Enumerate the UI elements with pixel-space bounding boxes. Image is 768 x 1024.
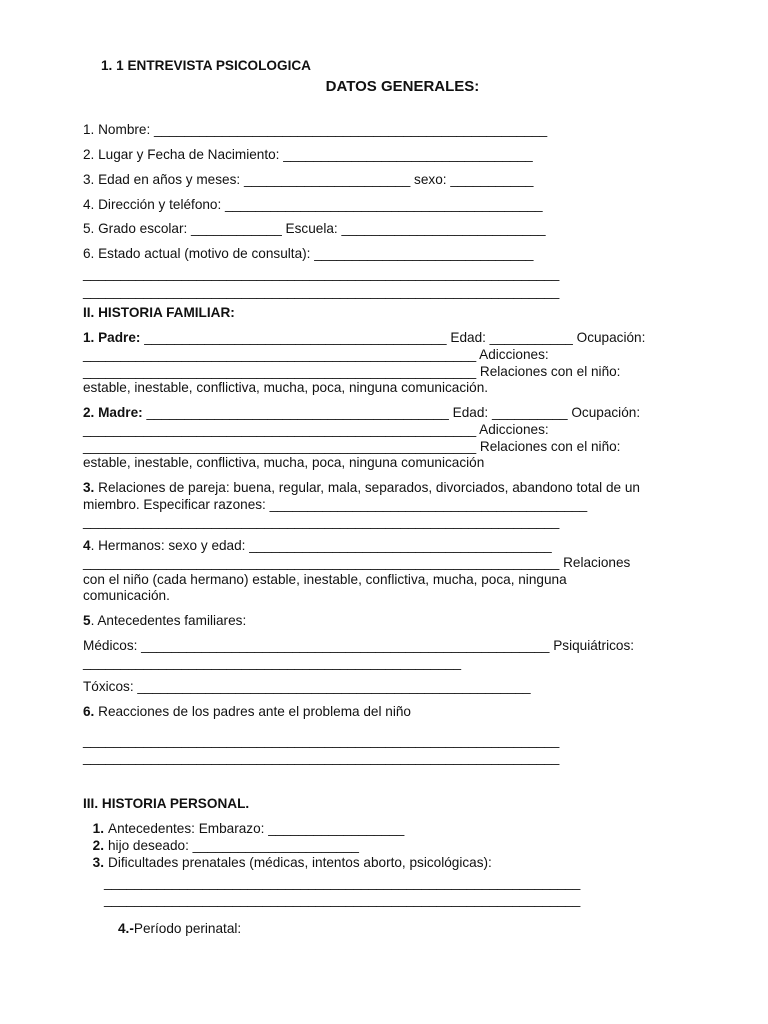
section-heading-historia-personal: III. HISTORIA PERSONAL. <box>83 796 250 811</box>
blank-line: _______________________________________________________________ <box>104 892 581 907</box>
field-medicos: Médicos: ______________________________________________________ Psiquiátricos: <box>83 638 635 653</box>
hermanos-line-3: con el niño (cada hermano) estable, inestable, conflictiva, mucha, poca, ninguna <box>83 572 567 587</box>
antecedentes-line <box>83 613 246 629</box>
field-nombre: 1. Nombre: ____________________________________________________ <box>83 122 548 137</box>
madre-fields: ________________________________________ Edad: __________ Ocupación: <box>142 405 641 420</box>
padre-line-3: ____________________________________________________ Relaciones con el niño: <box>83 364 621 379</box>
list-item <box>86 821 404 837</box>
hermanos-text: . Hermanos: sexo y edad: ________________________________________ <box>90 538 552 553</box>
list-item <box>86 855 492 871</box>
hermanos-line-2: _______________________________________________________________ Relaciones <box>83 555 631 570</box>
pareja-text: Relaciones de pareja: buena, regular, mala, separados, divorciados, abandono total de un <box>94 480 640 495</box>
madre-line-1 <box>83 405 640 421</box>
perinatal-line <box>118 921 241 937</box>
reacciones-text: Reacciones de los padres ante el problema del niño <box>94 704 411 719</box>
blank-line: _______________________________________________________________ <box>83 733 560 748</box>
padre-label: 1. Padre: <box>83 330 141 345</box>
perinatal-num: 4.- <box>118 921 134 936</box>
perinatal-text: Período perinatal: <box>133 921 242 936</box>
field-grado-escuela: 5. Grado escolar: ____________ Escuela: ___________________________ <box>83 221 546 236</box>
madre-line-3: ____________________________________________________ Relaciones con el niño: <box>83 439 621 454</box>
antecedentes-text: . Antecedentes familiares: <box>90 613 247 628</box>
pareja-line-3: _______________________________________________________________ <box>83 514 560 529</box>
list-item-num: 1. <box>92 821 104 836</box>
blank-line: _______________________________________________________________ <box>83 266 560 281</box>
section-heading-historia-familiar: II. HISTORIA FAMILIAR: <box>83 305 235 320</box>
pareja-line-1 <box>83 480 640 496</box>
madre-line-4: estable, inestable, conflictiva, mucha, poca, ninguna comunicación <box>83 455 485 470</box>
field-edad-sexo: 3. Edad en años y meses: ______________________ sexo: ___________ <box>83 172 534 187</box>
hermanos-num: 4 <box>83 538 91 553</box>
field-estado-actual: 6. Estado actual (motivo de consulta): _____________________________ <box>83 246 534 261</box>
padre-line-1 <box>83 330 645 346</box>
field-lugar-fecha: 2. Lugar y Fecha de Nacimiento: _________________________________ <box>83 147 533 162</box>
field-medicos-blank: __________________________________________________ <box>83 655 462 670</box>
reacciones-line <box>83 704 411 720</box>
pareja-num: 3. <box>83 480 95 495</box>
hermanos-line-1 <box>83 538 552 554</box>
padre-line-2: ____________________________________________________ Adicciones: <box>83 347 549 362</box>
madre-line-2: ____________________________________________________ Adicciones: <box>83 422 549 437</box>
field-toxicos: Tóxicos: ____________________________________________________ <box>83 679 531 694</box>
pareja-line-2: miembro. Especificar razones: __________________________________________ <box>83 497 588 512</box>
reacciones-num: 6. <box>83 704 95 719</box>
list-item-text: hijo deseado: ______________________ <box>108 838 359 853</box>
blank-line: _______________________________________________________________ <box>83 750 560 765</box>
list-item <box>86 838 359 854</box>
padre-line-4: estable, inestable, conflictiva, mucha, poca, ninguna comunicación. <box>83 380 489 395</box>
list-item-text: Antecedentes: Embarazo: __________________ <box>108 821 405 836</box>
list-item-text: Dificultades prenatales (médicas, intentos aborto, psicológicas): <box>108 855 492 870</box>
blank-line: _______________________________________________________________ <box>83 284 560 299</box>
padre-fields: ________________________________________ Edad: ___________ Ocupación: <box>140 330 646 345</box>
madre-label: 2. Madre: <box>83 405 143 420</box>
list-item-num: 3. <box>92 855 104 870</box>
field-direccion: 4. Dirección y teléfono: __________________________________________ <box>83 197 543 212</box>
antecedentes-num: 5 <box>83 613 91 628</box>
section-title-datos-generales: DATOS GENERALES: <box>325 78 480 95</box>
blank-line: _______________________________________________________________ <box>104 875 581 890</box>
list-item-num: 2. <box>92 838 104 853</box>
hermanos-line-4: comunicación. <box>83 588 170 603</box>
document-title: 1. 1 ENTREVISTA PSICOLOGICA <box>101 58 311 73</box>
